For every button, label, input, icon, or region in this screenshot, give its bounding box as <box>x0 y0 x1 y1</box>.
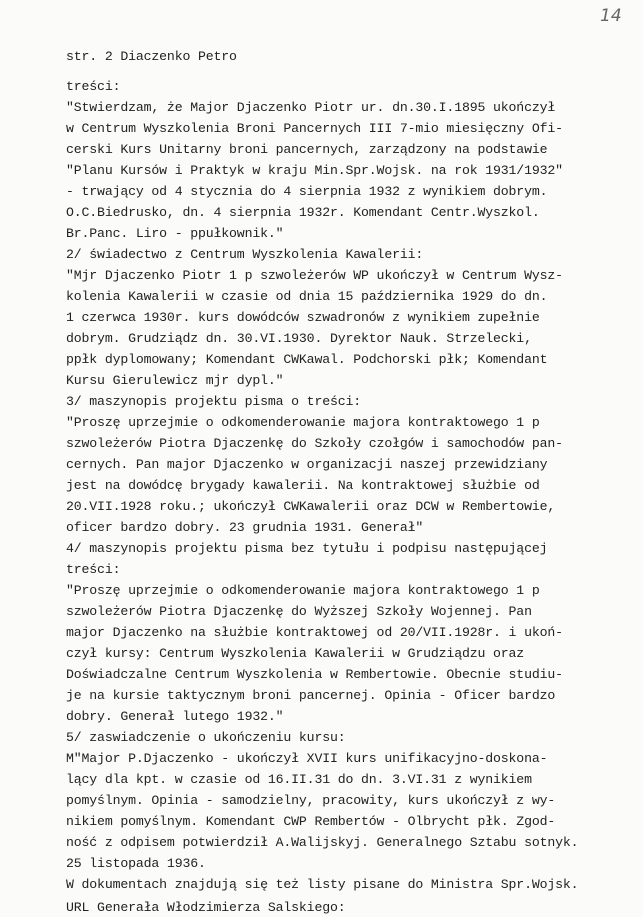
document-line: - trwający od 4 stycznia do 4 sierpnia 1932 z wynikiem dobrym. <box>66 184 548 199</box>
document-line: jest na dowódcę brygady kawalerii. Na kontraktowej służbie od <box>66 478 540 493</box>
document-line: czył kursy: Centrum Wyszkolenia Kawalerii w Grudziądzu oraz <box>66 646 525 661</box>
document-line: kolenia Kawalerii w czasie od dnia 15 października 1929 do dn. <box>66 289 548 304</box>
document-line: oficer bardzo dobry. 23 grudnia 1931. Generał" <box>66 520 424 535</box>
document-line: ppłk dyplomowany; Komendant CWKawal. Podchorski płk; Komendant <box>66 352 548 367</box>
document-line: je na kursie taktycznym broni pancernej. Opinia - Oficer bardzo <box>66 688 556 703</box>
document-line: 5/ zaswiadczenie o ukończeniu kursu: <box>66 730 346 745</box>
document-line: dobrym. Grudziądz dn. 30.VI.1930. Dyrektor Nauk. Strzelecki, <box>66 331 532 346</box>
document-line: nikiem pomyślnym. Komendant CWP Rembertów - Olbrycht płk. Zgod- <box>66 814 556 829</box>
document-line: 25 listopada 1936. <box>66 856 206 871</box>
document-line: ność z odpisem potwierdził A.Walijskyj. Generalnego Sztabu sotnyk. <box>66 835 579 850</box>
document-line: treści: <box>66 562 121 577</box>
document-line: cernych. Pan major Djaczenko w organizacji naszej przewidziany <box>66 457 548 472</box>
document-line: szwoleżerów Piotra Djaczenkę do Szkoły czołgów i samochodów pan- <box>66 436 563 451</box>
document-line: w Centrum Wyszkolenia Broni Pancernych III 7-mio miesięczny Ofi- <box>66 121 563 136</box>
document-line: Doświadczalne Centrum Wyszkolenia w Rembertowie. Obecnie studiu- <box>66 667 563 682</box>
document-line: dobry. Generał lutego 1932." <box>66 709 284 724</box>
document-line: cerski Kurs Unitarny broni pancernych, zarządzony na podstawie <box>66 142 548 157</box>
document-line: 1 czerwca 1930r. kurs dowódców szwadronów z wynikiem zupełnie <box>66 310 540 325</box>
document-line: major Djaczenko na służbie kontraktowej od 20/VII.1928r. i ukoń- <box>66 625 563 640</box>
page-number: 14 <box>600 6 622 26</box>
document-line: 4/ maszynopis projektu pisma bez tytułu i podpisu następującej <box>66 541 548 556</box>
document-line: URL Generała Włodzimierza Salskiego: <box>66 900 346 915</box>
document-line: "Stwierdzam, że Major Djaczenko Piotr ur. dn.30.I.1895 ukończył <box>66 100 556 115</box>
document-line: 3/ maszynopis projektu pisma o treści: <box>66 394 362 409</box>
document-line: lący dla kpt. w czasie od 16.II.31 do dn. 3.VI.31 z wynikiem <box>66 772 532 787</box>
document-line: "Proszę uprzejmie o odkomenderowanie majora kontraktowego 1 p <box>66 583 540 598</box>
document-line: "Mjr Djaczenko Piotr 1 p szwoleżerów WP ukończył w Centrum Wysz- <box>66 268 563 283</box>
document-line: szwoleżerów Piotra Djaczenkę do Wyższej Szkoły Wojennej. Pan <box>66 604 532 619</box>
document-line: 2/ świadectwo z Centrum Wyszkolenia Kawalerii: <box>66 247 424 262</box>
document-line: M"Major P.Djaczenko - ukończył XVII kurs unifikacyjno-doskona- <box>66 751 548 766</box>
document-line: Br.Panc. Liro - ppułkownik." <box>66 226 284 241</box>
document-line: str. 2 Diaczenko Petro <box>66 49 237 64</box>
document-line: treści: <box>66 79 121 94</box>
document-line: "Planu Kursów i Praktyk w kraju Min.Spr.Wojsk. na rok 1931/1932" <box>66 163 563 178</box>
document-line: "Proszę uprzejmie o odkomenderowanie majora kontraktowego 1 p <box>66 415 540 430</box>
document-line: Kursu Gierulewicz mjr dypl." <box>66 373 284 388</box>
document-line: O.C.Biedrusko, dn. 4 sierpnia 1932r. Komendant Centr.Wyszkol. <box>66 205 540 220</box>
document-line: W dokumentach znajdują się też listy pisane do Ministra Spr.Wojsk. <box>66 877 579 892</box>
document-line: 20.VII.1928 roku.; ukończył CWKawalerii oraz DCW w Rembertowie, <box>66 499 556 514</box>
document-line: pomyślnym. Opinia - samodzielny, pracowity, kurs ukończył z wy- <box>66 793 556 808</box>
